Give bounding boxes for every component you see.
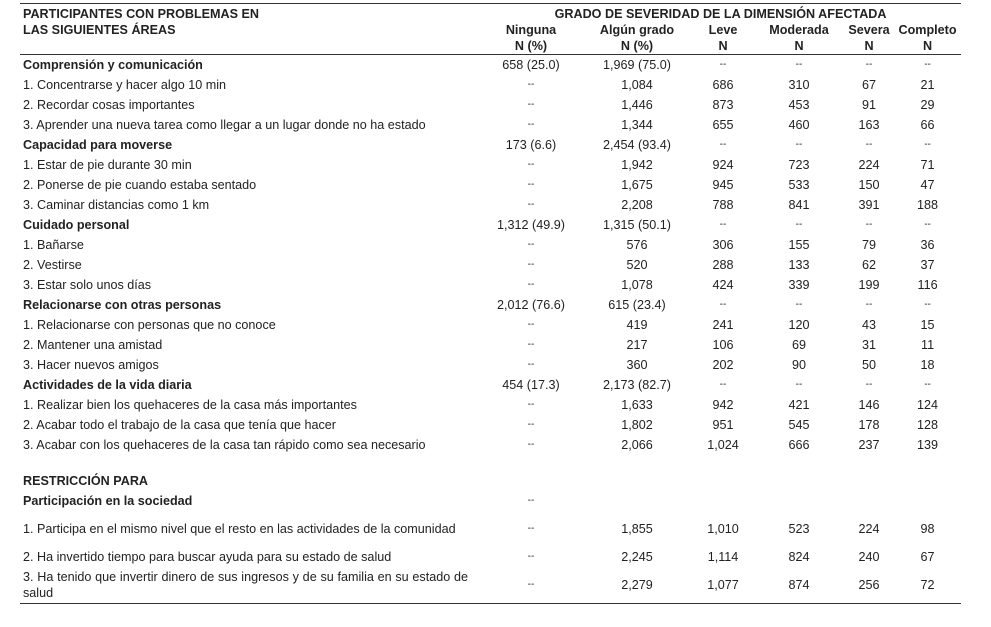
table-cell: --: [865, 59, 873, 70]
table-cell: --: [527, 495, 535, 506]
table-cell: 1,802: [621, 418, 653, 432]
table-cell: 72: [920, 578, 935, 592]
table-cell: 90: [791, 358, 806, 372]
table-cell: 91: [861, 98, 876, 112]
table-cell: 339: [788, 278, 810, 292]
bottom-rule: [20, 603, 961, 604]
table-cell: 424: [712, 278, 734, 292]
table-cell: 1,315 (50.1): [603, 218, 671, 232]
table-cell: 655: [712, 118, 734, 132]
table-cell: 62: [861, 258, 876, 272]
table-cell: 15: [920, 318, 935, 332]
table-cell: --: [924, 299, 931, 310]
table-cell: 2,066: [621, 438, 653, 452]
table-cell: --: [527, 119, 535, 130]
table-row: [20, 55, 961, 76]
row-label: 3. Aprender una nueva tarea como llegar a un lugar donde no ha estado: [23, 118, 426, 132]
row-label: 2. Vestirse: [23, 258, 82, 272]
table-cell: 545: [788, 418, 810, 432]
table-cell: --: [795, 139, 803, 150]
restriction-section: [20, 455, 961, 511]
table-cell: 178: [858, 418, 880, 432]
row-label: 3. Hacer nuevos amigos: [23, 358, 159, 372]
table-cell: --: [924, 379, 931, 390]
table-cell: 106: [712, 338, 734, 352]
table-cell: --: [924, 139, 931, 150]
table-cell: --: [527, 523, 535, 534]
table-cell: 128: [917, 418, 939, 432]
row-label: 3. Caminar distancias como 1 km: [23, 198, 210, 212]
table-row: [20, 215, 961, 235]
table-cell: 1,942: [621, 158, 653, 172]
table-cell: 1,633: [621, 398, 653, 412]
table-header: [20, 4, 961, 55]
table-cell: 1,344: [621, 118, 653, 132]
table-cell: --: [527, 339, 535, 350]
table-cell: --: [924, 219, 931, 230]
table-row: [20, 195, 961, 215]
col-header-ninguna: Ninguna N (%): [480, 22, 582, 55]
table-cell: 2,454 (93.4): [603, 138, 671, 152]
table-cell: 237: [858, 438, 880, 452]
table-cell: --: [527, 179, 535, 190]
table-cell: --: [527, 399, 535, 410]
table-cell: 1,675: [621, 178, 653, 192]
table-cell: 202: [712, 358, 734, 372]
table-cell: --: [527, 199, 535, 210]
table-cell: 723: [788, 158, 810, 172]
table-cell: 1,010: [707, 522, 739, 536]
table-cell: 188: [917, 198, 939, 212]
row-label: 2. Ha invertido tiempo para buscar ayuda para su estado de salud: [23, 550, 392, 564]
table-cell: --: [865, 299, 873, 310]
table-cell: 217: [626, 338, 648, 352]
row-label: 1. Participa en el mismo nivel que el resto en las actividades de la comunidad: [23, 522, 456, 536]
row-label: 1. Realizar bien los quehaceres de la casa más importantes: [23, 398, 357, 412]
table-row: [20, 415, 961, 435]
table-cell: --: [527, 579, 535, 590]
row-label: 2. Ponerse de pie cuando estaba sentado: [23, 178, 257, 192]
table-cell: 306: [712, 238, 734, 252]
table-cell: --: [795, 299, 803, 310]
table-cell: 1,446: [621, 98, 653, 112]
table-cell: 224: [858, 522, 880, 536]
section-label: Comprensión y comunicación: [23, 58, 203, 72]
table-cell: --: [924, 59, 931, 70]
table-cell: 666: [788, 438, 810, 452]
table-cell: 18: [920, 358, 935, 372]
table-cell: 240: [858, 550, 880, 564]
table-cell: 453: [788, 98, 810, 112]
section-label: Cuidado personal: [23, 218, 130, 232]
table-cell: 523: [788, 522, 810, 536]
table-cell: 66: [920, 118, 935, 132]
table-cell: 288: [712, 258, 734, 272]
table-cell: --: [719, 379, 727, 390]
table-cell: 47: [920, 178, 935, 192]
row-label: 3. Estar solo unos días: [23, 278, 152, 292]
table-cell: --: [795, 379, 803, 390]
table-cell: 71: [920, 158, 935, 172]
table-cell: 460: [788, 118, 810, 132]
table-row: [20, 395, 961, 415]
row-label: 1. Estar de pie durante 30 min: [23, 158, 192, 172]
table-cell: --: [527, 279, 535, 290]
table-cell: --: [527, 99, 535, 110]
table-cell: 124: [917, 398, 939, 412]
col-header-algun-grado: Algún grado N (%): [582, 22, 692, 55]
row-label: 1. Relacionarse con personas que no conoce: [23, 318, 276, 332]
table-cell: 150: [858, 178, 880, 192]
table-row: [20, 135, 961, 155]
table-cell: 391: [858, 198, 880, 212]
table-cell: --: [719, 59, 727, 70]
table-row: [20, 75, 961, 95]
table-cell: 1,078: [621, 278, 653, 292]
row-label: 1. Bañarse: [23, 238, 84, 252]
table-cell: 533: [788, 178, 810, 192]
table-cell: --: [865, 219, 873, 230]
section-label: Actividades de la vida diaria: [23, 378, 192, 392]
table-cell: 1,114: [707, 550, 739, 564]
table-cell: 120: [788, 318, 810, 332]
table-cell: 520: [626, 258, 648, 272]
table-cell: --: [795, 219, 803, 230]
table-row: [20, 155, 961, 175]
table-body: [20, 55, 961, 456]
severity-table: [20, 4, 961, 603]
table-row: [20, 255, 961, 275]
table-cell: 1,855: [621, 522, 653, 536]
table-row: [20, 235, 961, 255]
table-cell: 2,279: [621, 578, 653, 592]
row-label: 2. Recordar cosas importantes: [23, 98, 195, 112]
table-cell: 1,024: [707, 438, 739, 452]
table-cell: 256: [858, 578, 880, 592]
table-cell: 199: [858, 278, 880, 292]
header-left-line1: PARTICIPANTES CON PROBLEMAS EN: [23, 7, 260, 21]
table-cell: 788: [712, 198, 734, 212]
table-cell: 841: [788, 198, 810, 212]
restriction-body: [20, 511, 961, 603]
table-cell: --: [527, 419, 535, 430]
row-label: 1. Concentrarse y hacer algo 10 min: [23, 78, 227, 92]
table-cell: 11: [921, 338, 935, 352]
table-cell: 421: [788, 398, 810, 412]
table-cell: 1,084: [621, 78, 653, 92]
table-cell: --: [527, 159, 535, 170]
table-cell: 2,012 (76.6): [497, 298, 565, 312]
header-group: GRADO DE SEVERIDAD DE LA DIMENSIÓN AFECTADA: [554, 7, 887, 21]
table-cell: 951: [712, 418, 734, 432]
row-label: 3. Acabar con los quehaceres de la casa tan rápido como sea necesario: [23, 438, 426, 452]
table-cell: 576: [626, 238, 648, 252]
table-cell: 924: [712, 158, 734, 172]
col-header-leve: Leve N: [692, 22, 754, 55]
table-cell: 2,208: [621, 198, 653, 212]
table-cell: --: [719, 219, 727, 230]
restriction-title: RESTRICCIÓN PARA: [23, 474, 149, 488]
table-cell: 50: [861, 358, 876, 372]
table-row: [20, 435, 961, 455]
table-cell: --: [527, 319, 535, 330]
table-cell: 139: [917, 438, 939, 452]
table-row: [20, 175, 961, 195]
table-cell: 360: [626, 358, 648, 372]
table-cell: 21: [920, 78, 935, 92]
table-cell: 133: [788, 258, 810, 272]
header-left-line2: LAS SIGUIENTES ÁREAS: [20, 22, 480, 55]
section-label: Relacionarse con otras personas: [23, 298, 222, 312]
table-cell: 2,173 (82.7): [603, 378, 671, 392]
table-cell: 419: [626, 318, 648, 332]
table-cell: 873: [712, 98, 734, 112]
table-row: [20, 95, 961, 115]
table-cell: --: [527, 551, 535, 562]
table-cell: 79: [861, 238, 876, 252]
table-cell: --: [719, 139, 727, 150]
table-row: [20, 375, 961, 395]
table-cell: 945: [712, 178, 734, 192]
table-cell: --: [795, 59, 803, 70]
table-row: [20, 355, 961, 375]
table-cell: --: [527, 359, 535, 370]
table-cell: 686: [712, 78, 734, 92]
table-cell: 615 (23.4): [608, 298, 666, 312]
table-row: [20, 115, 961, 135]
table-cell: 173 (6.6): [505, 138, 557, 152]
table-cell: 874: [788, 578, 810, 592]
col-header-severa: Severa N: [844, 22, 894, 55]
table-cell: --: [865, 379, 873, 390]
table-cell: 67: [920, 550, 935, 564]
table-row: [20, 547, 961, 567]
table-cell: 2,245: [621, 550, 653, 564]
table-cell: 163: [858, 118, 880, 132]
restriction-subtitle: Participación en la sociedad: [23, 494, 193, 508]
table-row: [20, 335, 961, 355]
table-cell: 31: [861, 338, 876, 352]
col-header-completo: Completo N: [894, 22, 961, 55]
table-cell: 942: [712, 398, 734, 412]
table-cell: 241: [712, 318, 734, 332]
table-cell: 67: [861, 78, 876, 92]
table-cell: 116: [917, 278, 938, 292]
table-cell: 98: [920, 522, 935, 536]
table-cell: 454 (17.3): [502, 378, 560, 392]
table-row: [20, 315, 961, 335]
table-row: [20, 511, 961, 547]
table-cell: 224: [858, 158, 880, 172]
table-cell: 1,077: [707, 578, 739, 592]
row-label: 3. Ha tenido que invertir dinero de sus ingresos y de su familia en su estado de salud: [23, 570, 468, 600]
table-cell: 1,312 (49.9): [497, 218, 565, 232]
table-row: [20, 567, 961, 603]
table-cell: 69: [791, 338, 806, 352]
table-cell: 1,969 (75.0): [603, 58, 671, 72]
table-container: [20, 3, 961, 604]
row-label: 2. Acabar todo el trabajo de la casa que tenía que hacer: [23, 418, 336, 432]
table-cell: --: [527, 79, 535, 90]
table-cell: 658 (25.0): [502, 58, 560, 72]
table-cell: 146: [858, 398, 880, 412]
table-cell: 37: [920, 258, 935, 272]
section-label: Capacidad para moverse: [23, 138, 173, 152]
col-header-moderada: Moderada N: [754, 22, 844, 55]
table-cell: --: [527, 439, 535, 450]
row-label: 2. Mantener una amistad: [23, 338, 163, 352]
table-cell: --: [865, 139, 873, 150]
table-cell: --: [527, 259, 535, 270]
table-cell: 310: [788, 78, 810, 92]
table-cell: --: [527, 239, 535, 250]
table-cell: 43: [861, 318, 876, 332]
table-cell: --: [719, 299, 727, 310]
table-cell: 36: [920, 238, 935, 252]
table-row: [20, 275, 961, 295]
table-cell: 29: [920, 98, 935, 112]
table-row: [20, 295, 961, 315]
table-cell: 155: [788, 238, 810, 252]
table-cell: 824: [788, 550, 810, 564]
